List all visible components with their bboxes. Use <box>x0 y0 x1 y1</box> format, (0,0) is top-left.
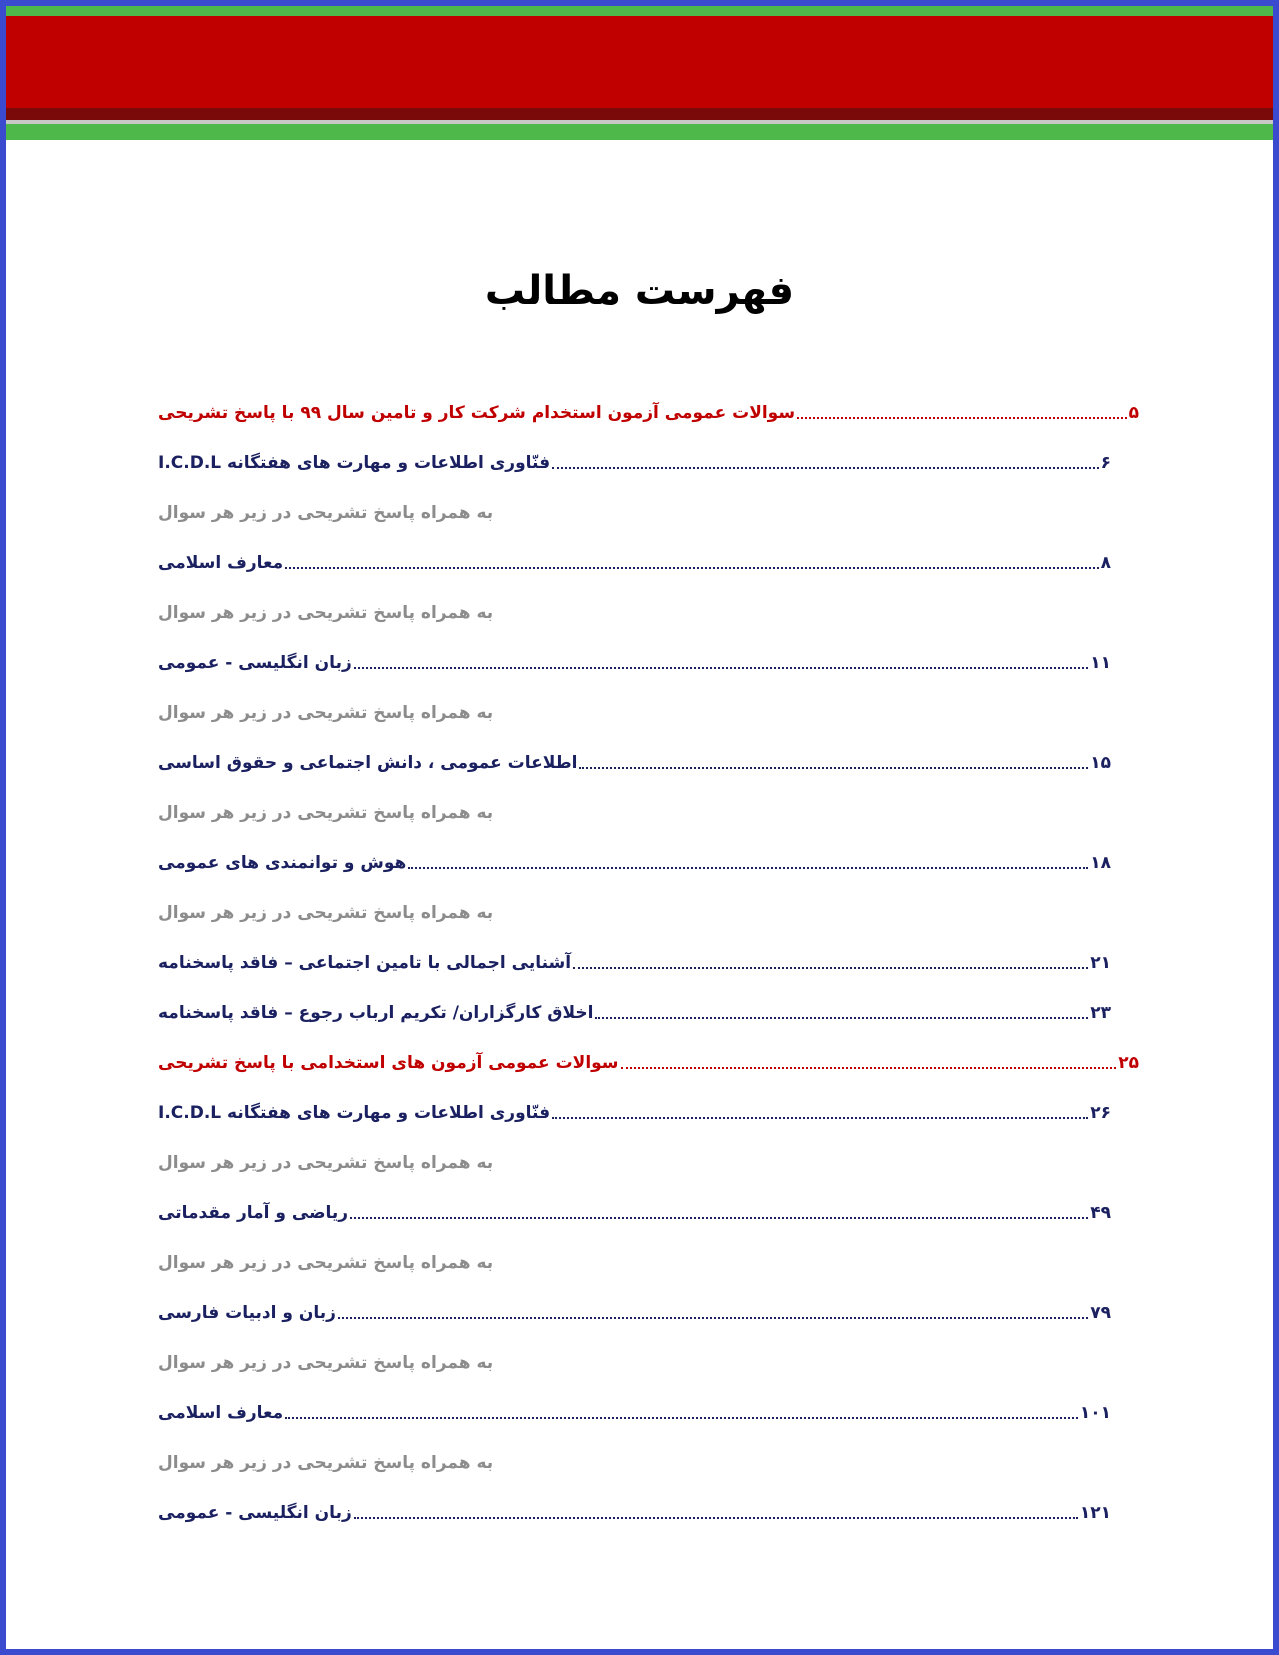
toc-page-number: ۴۹ <box>1090 1203 1111 1223</box>
toc-entry-label: آشنایی اجمالی با تامین اجتماعی – فاقد پاسخنامه <box>158 953 572 973</box>
toc-entry-label: به همراه پاسخ تشریحی در زیر هر سوال <box>158 1153 494 1173</box>
toc-entry[interactable] <box>156 1184 1139 1224</box>
toc-page-number: ۸ <box>1100 553 1111 573</box>
toc-entry[interactable] <box>156 1284 1139 1324</box>
toc-dot-leader <box>621 1067 1117 1069</box>
banner-top-stripe <box>6 6 1273 16</box>
toc-entry[interactable] <box>156 934 1139 974</box>
toc-entry-label: سوالات عمومی آزمون استخدام شرکت کار و تامین سال ۹۹ با پاسخ تشریحی <box>158 403 796 423</box>
toc-page-number: ۲۵ <box>1118 1053 1139 1073</box>
toc-page-number: ۲۳ <box>1090 1003 1111 1023</box>
toc-entry-label: زبان و ادبیات فارسی <box>158 1303 336 1323</box>
toc-entry-label: به همراه پاسخ تشریحی در زیر هر سوال <box>158 1253 494 1273</box>
toc-entry[interactable] <box>156 834 1139 874</box>
toc-subnote <box>156 484 1139 524</box>
toc-entry-label: به همراه پاسخ تشریحی در زیر هر سوال <box>158 503 494 523</box>
toc-page-number: ۱۲۱ <box>1079 1503 1111 1523</box>
toc-entry[interactable] <box>156 634 1139 674</box>
toc-page-number: ۷۹ <box>1090 1303 1111 1323</box>
banner-dark-stripe <box>6 108 1273 120</box>
toc-subnote <box>156 784 1139 824</box>
toc-dot-leader <box>285 567 1098 569</box>
toc-subnote <box>156 584 1139 624</box>
toc-entry-label: به همراه پاسخ تشریحی در زیر هر سوال <box>158 903 494 923</box>
toc-dot-leader <box>354 667 1088 669</box>
toc-entry-label: ریاضی و آمار مقدماتی <box>158 1203 349 1223</box>
toc-page-number: ۱۱ <box>1090 653 1111 673</box>
banner-green-stripe <box>6 124 1273 140</box>
toc-dot-leader <box>285 1417 1078 1419</box>
page-title: فهرست مطالب <box>484 268 795 314</box>
toc-dot-leader <box>797 417 1127 419</box>
toc-subnote <box>156 1134 1139 1174</box>
toc-page-number: ۱۰۱ <box>1079 1403 1111 1423</box>
toc-entry[interactable] <box>156 984 1139 1024</box>
toc-dot-leader <box>350 1217 1088 1219</box>
toc-entry[interactable] <box>156 734 1139 774</box>
toc-dot-leader <box>552 1117 1088 1119</box>
toc-entry-label: معارف اسلامی <box>158 1403 284 1423</box>
toc-dot-leader <box>579 767 1088 769</box>
toc-entry-label: به همراه پاسخ تشریحی در زیر هر سوال <box>158 603 494 623</box>
toc-dot-leader <box>595 1017 1088 1019</box>
toc-entry-label: هوش و توانمندی های عمومی <box>158 853 407 873</box>
toc-entry-label: زبان انگلیسی - عمومی <box>158 653 352 673</box>
toc-entry-label: زبان انگلیسی - عمومی <box>158 1503 352 1523</box>
toc-entry-label: سوالات عمومی آزمون های استخدامی با پاسخ تشریحی <box>158 1053 619 1073</box>
toc-subnote <box>156 1434 1139 1474</box>
toc-entry[interactable] <box>156 434 1139 474</box>
toc-dot-leader <box>408 867 1088 869</box>
toc-entry[interactable] <box>156 1384 1139 1424</box>
toc-page-number: ۲۶ <box>1090 1103 1111 1123</box>
toc-page-number: ۱۵ <box>1090 753 1111 773</box>
toc-entry[interactable] <box>156 1484 1139 1524</box>
banner-red-band <box>6 16 1273 108</box>
toc-entry-label: اطلاعات عمومی ، دانش اجتماعی و حقوق اساسی <box>158 753 578 773</box>
toc-entry[interactable] <box>156 1084 1139 1124</box>
toc-dot-leader <box>354 1517 1078 1519</box>
toc-subnote <box>156 684 1139 724</box>
header-banner <box>6 6 1273 138</box>
toc-dot-leader <box>338 1317 1088 1319</box>
toc-entry-label: معارف اسلامی <box>158 553 284 573</box>
toc-dot-leader <box>552 467 1099 469</box>
toc-page-number: ۲۱ <box>1090 953 1111 973</box>
toc-entry[interactable] <box>156 534 1139 574</box>
toc-dot-leader <box>573 967 1088 969</box>
toc-entry-label: به همراه پاسخ تشریحی در زیر هر سوال <box>158 1453 494 1473</box>
toc-entry[interactable] <box>156 1034 1139 1074</box>
toc-entry-label: به همراه پاسخ تشریحی در زیر هر سوال <box>158 803 494 823</box>
toc-entry-label: فنّاوری اطلاعات و مهارت های هفتگانه I.C.D.L <box>158 1103 551 1123</box>
toc-page-number: ۶ <box>1100 453 1111 473</box>
toc-entry-label: به همراه پاسخ تشریحی در زیر هر سوال <box>158 1353 494 1373</box>
toc-entry[interactable] <box>156 384 1139 424</box>
toc-page-number: ۱۸ <box>1090 853 1111 873</box>
toc-subnote <box>156 884 1139 924</box>
toc-entry-label: اخلاق کارگزاران/ تکریم ارباب رجوع – فاقد پاسخنامه <box>158 1003 594 1023</box>
toc-entry-label: فنّاوری اطلاعات و مهارت های هفتگانه I.C.D.L <box>158 453 551 473</box>
toc-page-number: ۵ <box>1128 403 1139 423</box>
toc-entry-label: به همراه پاسخ تشریحی در زیر هر سوال <box>158 703 494 723</box>
toc-subnote <box>156 1334 1139 1374</box>
toc-subnote <box>156 1234 1139 1274</box>
